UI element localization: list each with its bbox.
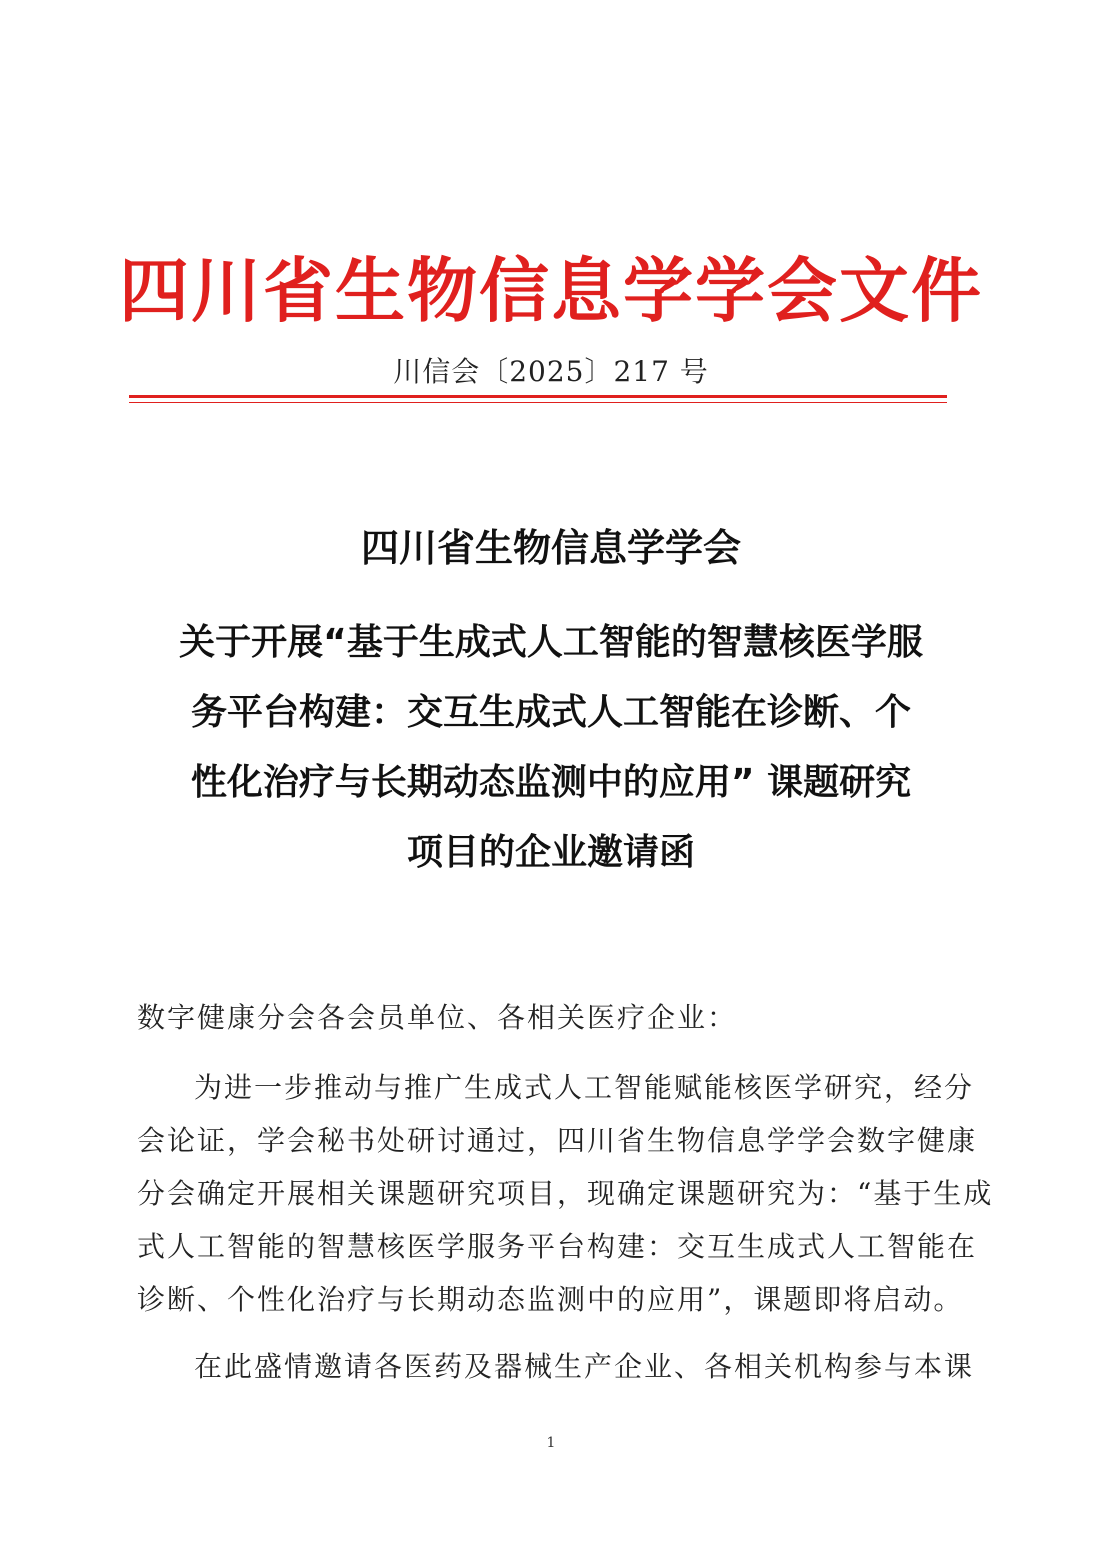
- title-line: 务平台构建：交互生成式人工智能在诊断、个: [190, 692, 911, 733]
- document-title: [130, 608, 972, 888]
- body-paragraph-1: [137, 1061, 994, 1326]
- title-line: 项目的企业邀请函: [406, 832, 695, 873]
- paragraph-line: 会论证，学会秘书处研讨通过，四川省生物信息学学会数字健康: [137, 1124, 978, 1157]
- paragraph-line: 为进一步推动与推广生成式人工智能赋能核医学研究，经分: [194, 1071, 975, 1104]
- red-header-title: 四川省生物信息学学会文件: [119, 250, 983, 332]
- title-organization: 四川省生物信息学学会: [360, 526, 741, 570]
- paragraph-line: 分会确定开展相关课题研究项目，现确定课题研究为：“基于生成: [137, 1177, 994, 1210]
- page-number: 1: [546, 1435, 556, 1451]
- salutation: 数字健康分会各会员单位、各相关医疗企业：: [137, 1001, 738, 1034]
- paragraph-line: 式人工智能的智慧核医学服务平台构建：交互生成式人工智能在: [137, 1230, 978, 1263]
- title-line: 性化治疗与长期动态监测中的应用” 课题研究: [190, 762, 912, 803]
- paragraph-line: 在此盛情邀请各医药及器械生产企业、各相关机构参与本课: [194, 1350, 975, 1383]
- red-divider-thin: [129, 402, 947, 403]
- document-number: 川信会〔2025〕217 号: [393, 355, 709, 388]
- title-line: 关于开展“基于生成式人工智能的智慧核医学服: [179, 622, 923, 663]
- body-paragraph-2: [137, 1340, 975, 1393]
- red-divider-thick: [129, 395, 947, 398]
- paragraph-line: 诊断、个性化治疗与长期动态监测中的应用”，课题即将启动。: [137, 1283, 964, 1316]
